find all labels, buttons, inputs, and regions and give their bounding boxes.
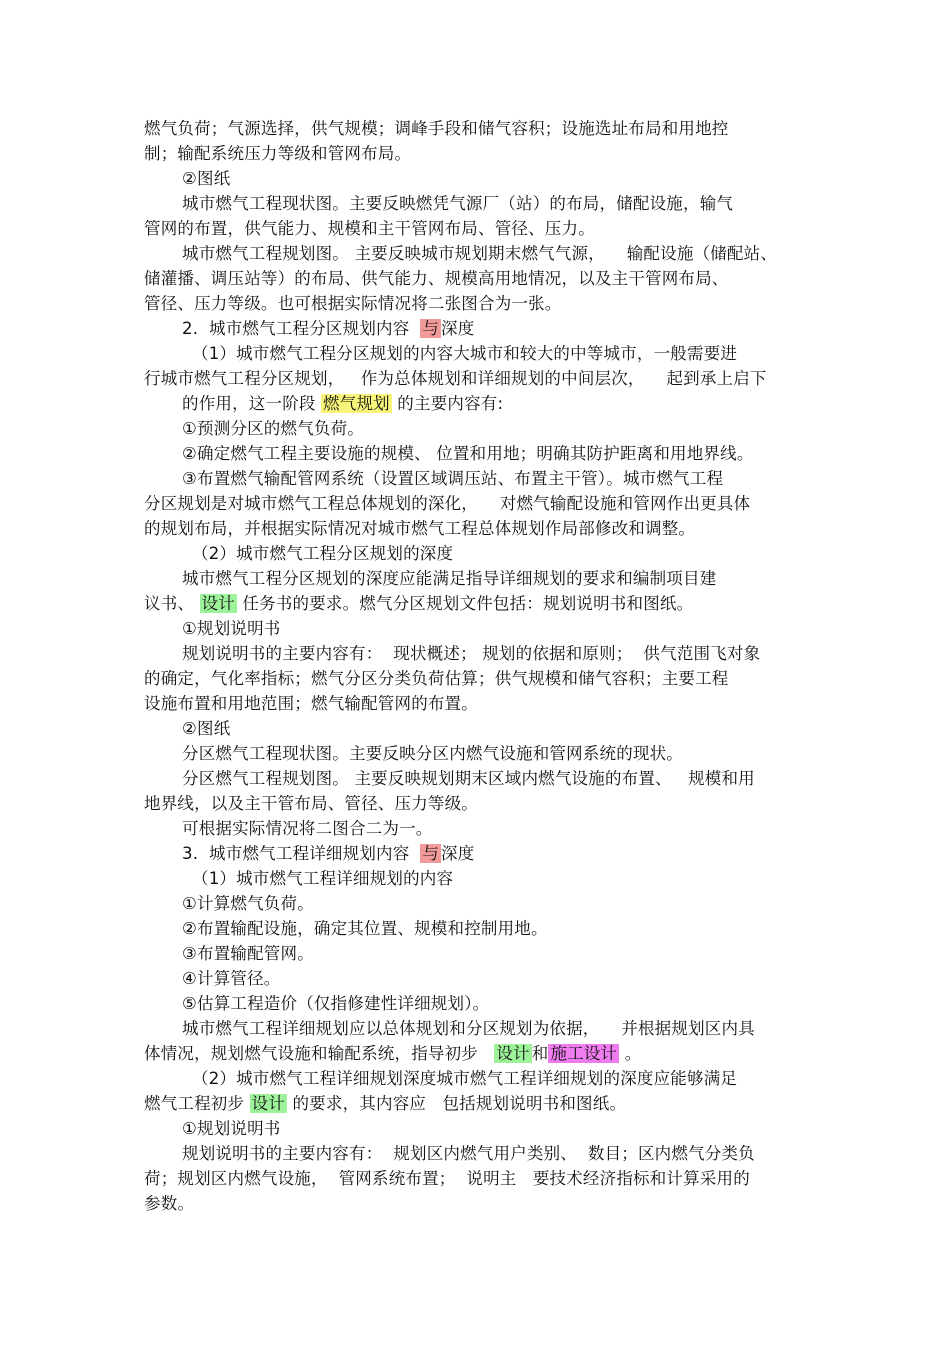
text-line: ②图纸 [182,719,231,738]
heading-text: 深度 [441,844,475,863]
text-segment: 的要求，其内容应 包括规划说明书和图纸。 [287,1094,627,1113]
text-segment: 的作用，这一阶段 [182,394,322,413]
text-line: 行城市燃气工程分区规划， 作为总体规划和详细规划的中间层次， 起到承上启下 [144,369,767,388]
text-line: 储灌播、调压站等）的布局、供气能力、规模高用地情况，以及主干管网布局、 [144,269,729,288]
highlighted-text: 与 [422,844,440,863]
text-line: ④计算管径。 [182,969,281,988]
highlighted-text: 设计 [496,1044,530,1063]
text-line [144,1093,626,1115]
text-line: 燃气负荷；气源选择，供气规模；调峰手段和储气容积；设施选址布局和用地控 [144,119,729,138]
text-line: 城市燃气工程详细规划应以总体规划和分区规划为依据， 并根据规划区内具 [182,1019,755,1038]
text-line: （2）城市燃气工程分区规划的深度 [192,544,454,563]
text-line: 城市燃气工程现状图。主要反映燃凭气源厂（站）的布局，储配设施，输气 [182,194,734,213]
text-line [144,1043,641,1065]
text-segment: 的主要内容有: [391,394,504,413]
text-line [144,593,693,615]
highlighted-text: 设计 [251,1094,286,1113]
heading-text: 2. 城市燃气工程分区规划内容 [182,319,421,338]
text-line: （2）城市燃气工程详细规划深度城市燃气工程详细规划的深度应能够满足 [192,1069,738,1088]
text-line: ①计算燃气负荷。 [182,894,314,913]
highlighted-text: 与 [422,319,440,338]
text-line: 城市燃气工程规划图。 主要反映城市规划期末燃气气源， 输配设施（储配站、 [182,244,778,263]
text-segment: 体情况，规划燃气设施和输配系统，指导初步 [144,1044,495,1063]
text-line: ②布置输配设施，确定其位置、规模和控制用地。 [182,919,548,938]
text-line: 荷；规划区内燃气设施， 管网系统布置； 说明主 要技术经济指标和计算采用的 [144,1169,750,1188]
text-line: 的确定，气化率指标；燃气分区分类负荷估算；供气规模和储气容积；主要工程 [144,669,729,688]
text-line: 地界线，以及主干管布局、管径、压力等级。 [144,794,478,813]
text-segment: 任务书的要求。燃气分区规划文件包括：规划说明书和图纸。 [236,594,694,613]
text-segment: 议书、 [144,594,200,613]
text-line: ①规划说明书 [182,1119,281,1138]
text-line: （1）城市燃气工程详细规划的内容 [192,869,454,888]
text-line: 制；输配系统压力等级和管网布局。 [144,144,412,163]
text-line: ⑤估算工程造价（仅指修建性详细规划）。 [182,994,490,1013]
highlighted-text: 设计 [201,594,235,613]
text-line: 可根据实际情况将二图合二为一。 [182,819,433,838]
text-line: ②图纸 [182,169,231,188]
heading-text: 3. 城市燃气工程详细规划内容 [182,844,421,863]
text-segment: 。 [619,1044,642,1063]
text-line: 参数。 [144,1194,195,1213]
text-line: 管网的布置，供气能力、规模和主干管网布局、管径、压力。 [144,219,595,238]
section-heading [182,318,474,340]
text-line: ①预测分区的燃气负荷。 [182,419,364,438]
text-line: ①规划说明书 [182,619,281,638]
text-line [182,393,503,415]
text-line: 分区燃气工程规划图。 主要反映规划期末区域内燃气设施的布置、 规模和用 [182,769,755,788]
text-line: 城市燃气工程分区规划的深度应能满足指导详细规划的要求和编制项目建 [182,569,717,588]
text-line: 分区燃气工程现状图。主要反映分区内燃气设施和管网系统的现状。 [182,744,683,763]
text-line: 分区规划是对城市燃气工程总体规划的深化， 对燃气输配设施和管网作出更具体 [144,494,751,513]
section-heading [182,843,474,865]
text-segment: 燃气工程初步 [144,1094,250,1113]
text-line: ③布置燃气输配管网系统（设置区域调压站、布置主干管）。城市燃气工程 [182,469,724,488]
text-line: ②确定燃气工程主要设施的规模、 位置和用地；明确其防护距离和用地界线。 [182,444,754,463]
text-segment: 和 [531,1044,549,1063]
text-line: 设施布置和用地范围；燃气输配管网的布置。 [144,694,478,713]
text-line: （1）城市燃气工程分区规划的内容大城市和较大的中等城市，一般需要进 [192,344,738,363]
highlighted-text: 燃气规划 [323,394,390,413]
highlighted-text: 施工设计 [550,1044,618,1063]
text-line: 管径、压力等级。也可根据实际情况将二张图合为一张。 [144,294,562,313]
text-line: ③布置输配管网。 [182,944,314,963]
text-line: 规划说明书的主要内容有： 现状概述； 规划的依据和原则； 供气范围飞对象 [182,644,761,663]
text-line: 的规划布局，并根据实际情况对城市燃气工程总体规划作局部修改和调整。 [144,519,696,538]
text-line: 规划说明书的主要内容有： 规划区内燃气用户类别、 数目；区内燃气分类负 [182,1144,755,1163]
heading-text: 深度 [441,319,475,338]
